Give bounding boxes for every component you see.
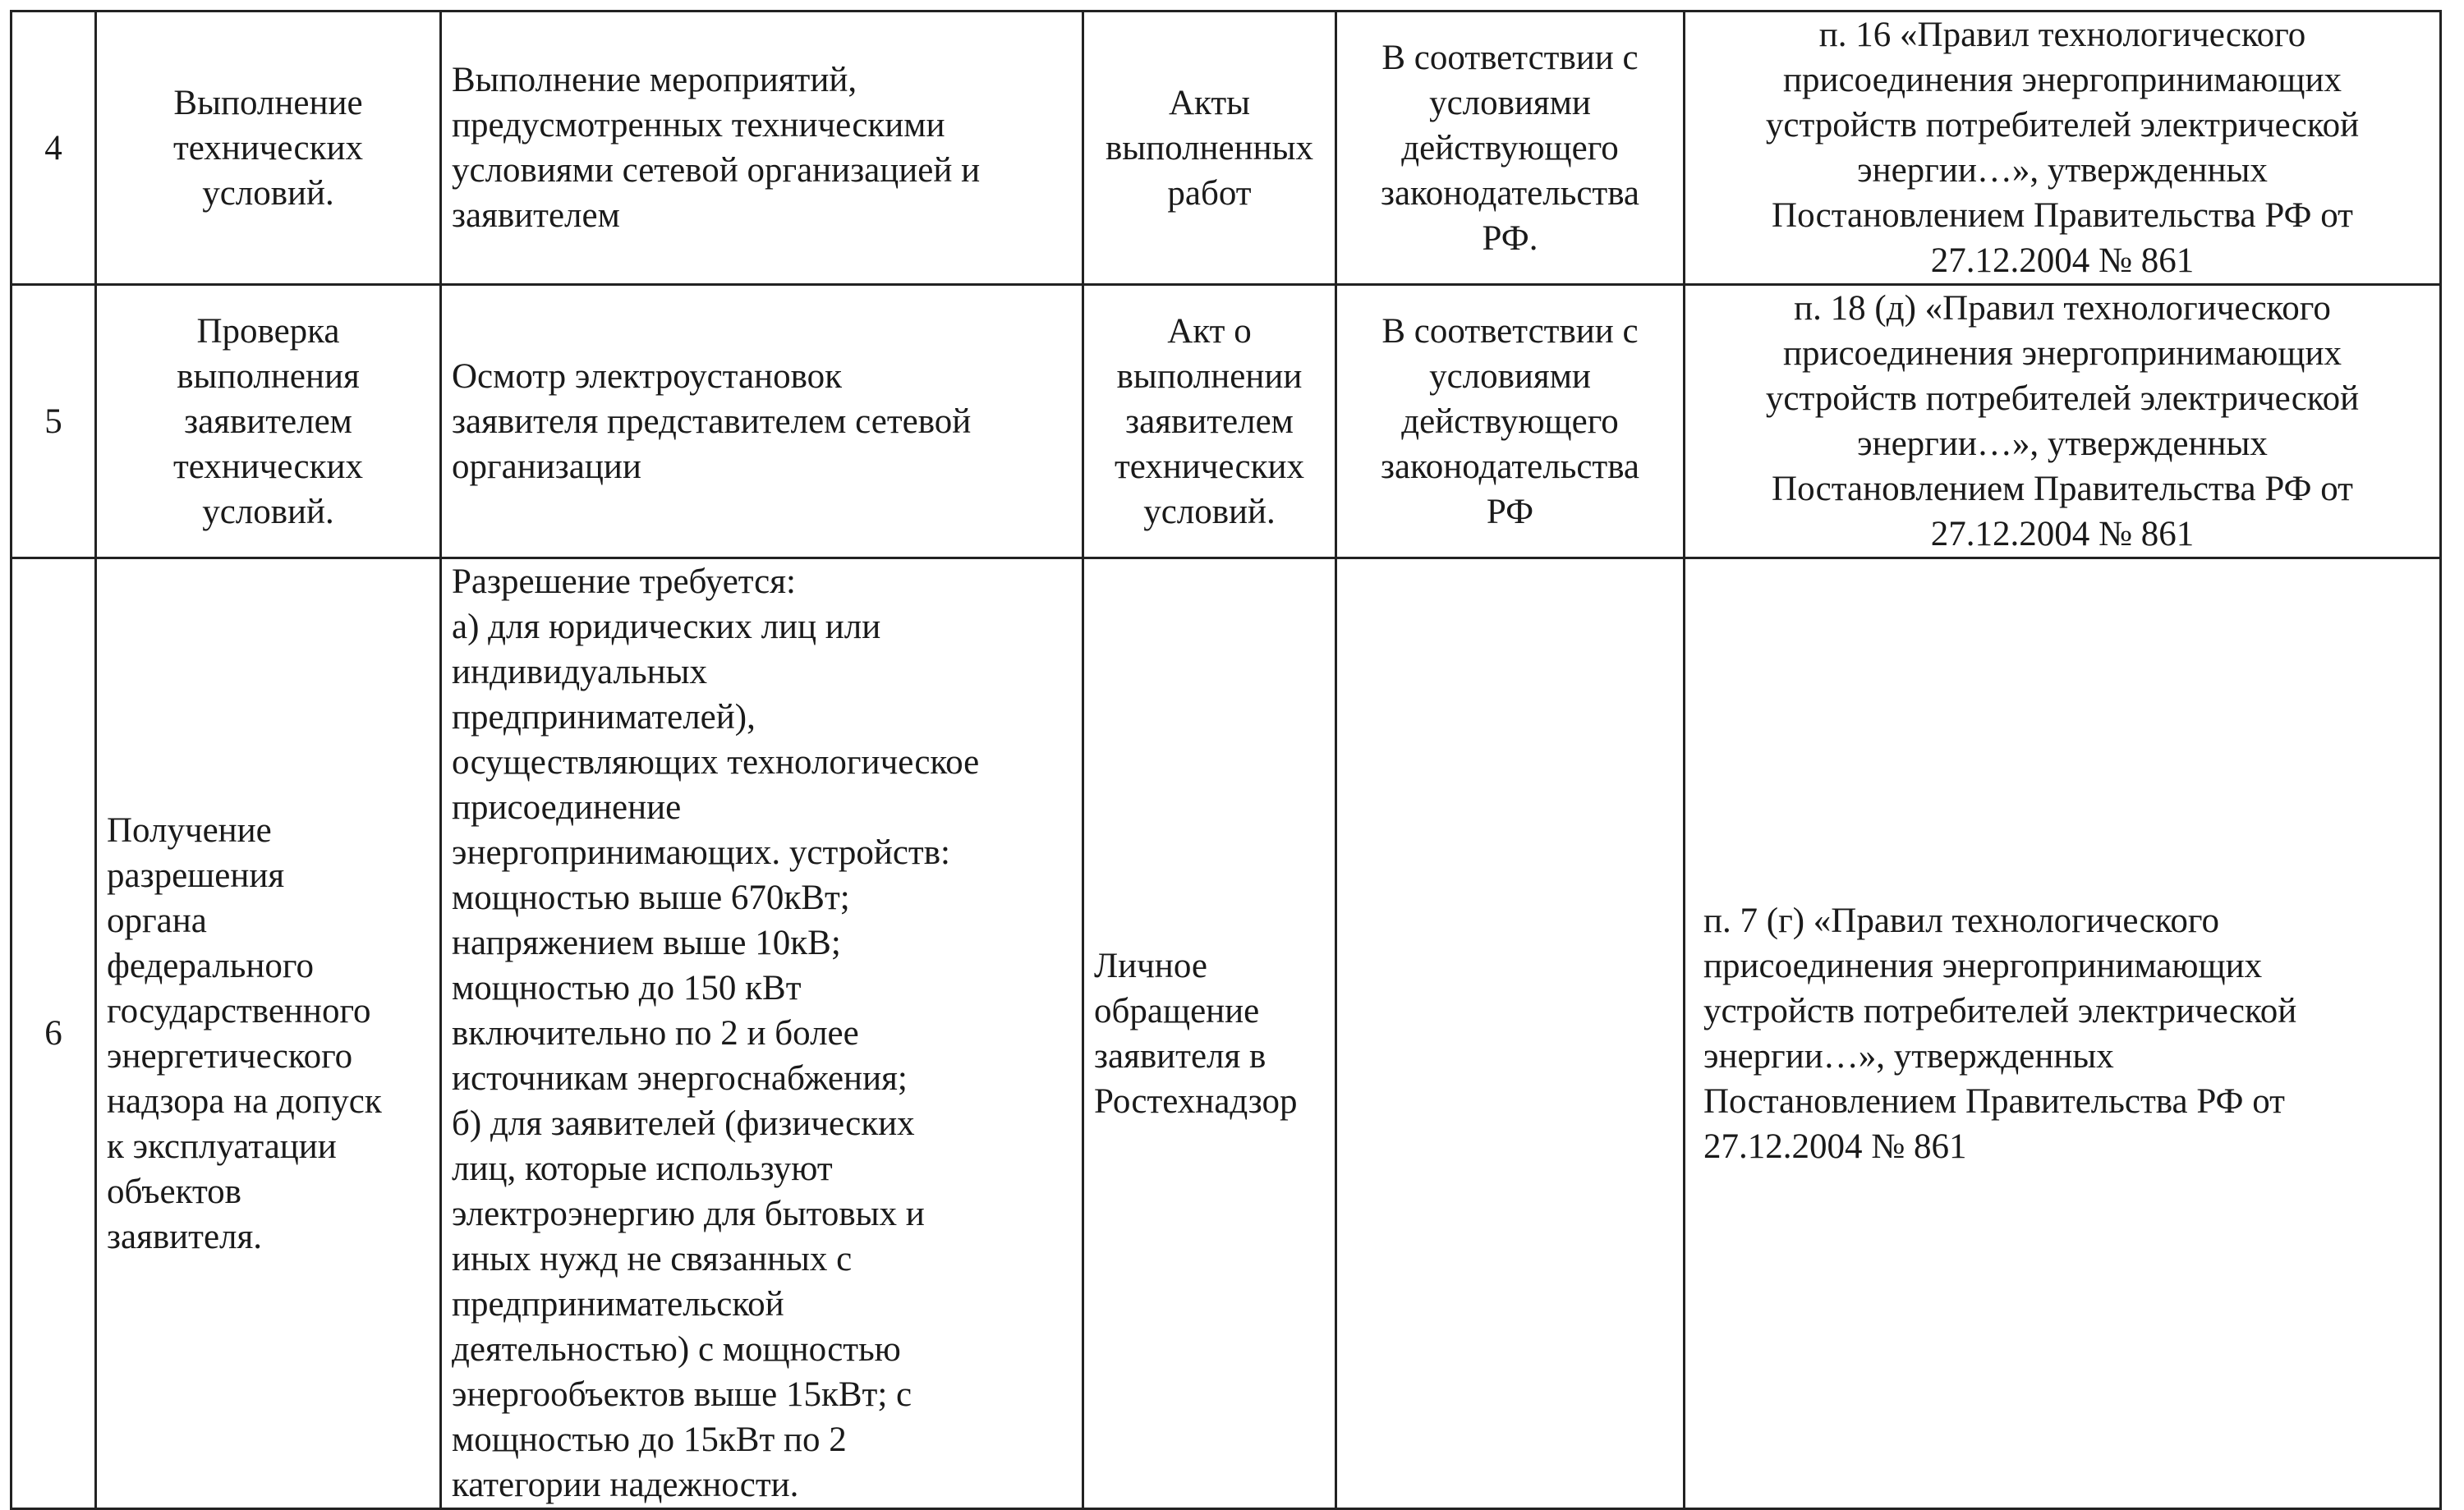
- legal-basis-cell: п. 7 (г) «Правил технологического присоединения энергопринимающих устройств потребителей электрической энергии…», утвержденных Постановлением Правительства РФ от 27.12.2004 № 861: [1685, 558, 2441, 1509]
- table-row: [11, 11, 2441, 285]
- stage-cell: Получение разрешения органа федерального государственного энергетического надзора на допуск к эксплуатации объектов заявителя.: [96, 558, 441, 1509]
- document-cell: Акт о выполнении заявителем технических условий.: [1083, 285, 1336, 558]
- content-cell: Осмотр электроустановок заявителя представителем сетевой организации: [441, 285, 1083, 558]
- row-number-cell: 5: [11, 285, 96, 558]
- row-number-cell: 4: [11, 11, 96, 285]
- stage-cell: Выполнение технических условий.: [96, 11, 441, 285]
- term-cell: В соответствии с условиями действующего законодательства РФ: [1336, 285, 1685, 558]
- regulation-table: [10, 10, 2442, 1510]
- term-cell: В соответствии с условиями действующего законодательства РФ.: [1336, 11, 1685, 285]
- table-row: [11, 558, 2441, 1509]
- document-cell: Акты выполненных работ: [1083, 11, 1336, 285]
- legal-basis-cell: п. 16 «Правил технологического присоединения энергопринимающих устройств потребителей электрической энергии…», утвержденных Постановлением Правительства РФ от 27.12.2004 № 861: [1685, 11, 2441, 285]
- row-number-cell: 6: [11, 558, 96, 1509]
- content-cell: Выполнение мероприятий, предусмотренных техническими условиями сетевой организацией и заявителем: [441, 11, 1083, 285]
- legal-basis-cell: п. 18 (д) «Правил технологического присоединения энергопринимающих устройств потребителей электрической энергии…», утвержденных Постановлением Правительства РФ от 27.12.2004 № 861: [1685, 285, 2441, 558]
- stage-cell: Проверка выполнения заявителем технических условий.: [96, 285, 441, 558]
- content-cell: Разрешение требуется: а) для юридических лиц или индивидуальных предпринимателей), осуществляющих технологическое присоединение энергопринимающих. устройств: мощностью выше 670кВт; напряжением выше 10кВ; мощностью до 150 кВт включительно по 2 и более источникам энергоснабжения; б) для заявителей (физических лиц, которые используют электроэнергию для бытовых и иных нужд не связанных с предпринимательской деятельностью) с мощностью энергообъектов выше 15кВт; с мощностью до 15кВт по 2 категории надежности.: [441, 558, 1083, 1509]
- table-row: [11, 285, 2441, 558]
- document-cell: Личное обращение заявителя в Ростехнадзор: [1083, 558, 1336, 1509]
- term-cell: [1336, 558, 1685, 1509]
